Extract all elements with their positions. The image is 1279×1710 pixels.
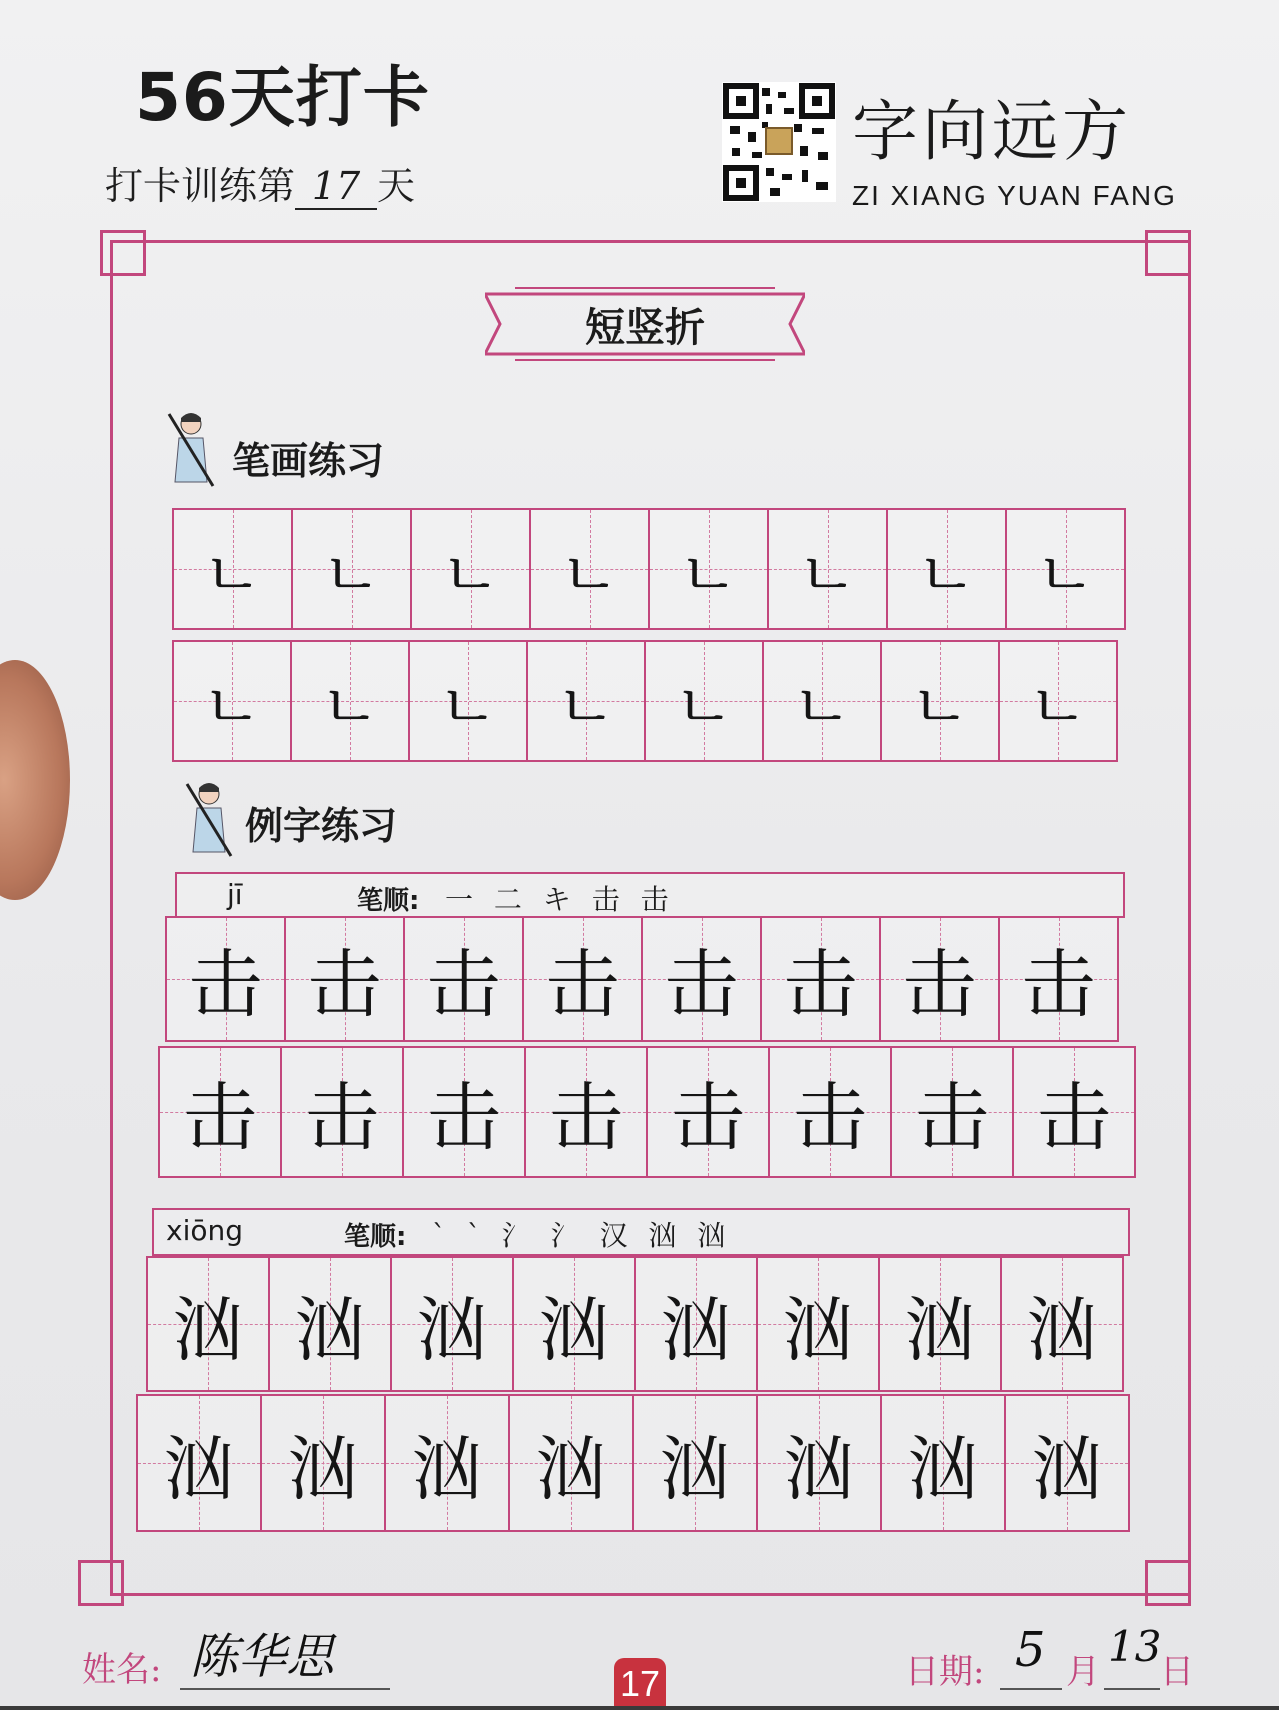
practice-cell: [648, 508, 769, 630]
practice-cell: [268, 1256, 392, 1392]
char-info-bar-ji: [175, 872, 1125, 918]
page-number-badge: 17: [614, 1658, 666, 1706]
practice-cell: [403, 916, 524, 1042]
practice-cell: [767, 508, 888, 630]
practice-cell: [522, 916, 643, 1042]
scholar-brush-icon: [183, 780, 233, 860]
stroke-practice-heading: 笔画练习: [232, 439, 385, 483]
handwritten-char-xiong: 汹: [536, 1427, 606, 1510]
day-underline: [1104, 1688, 1160, 1690]
handwritten-char-ji: 击: [307, 942, 382, 1028]
handwritten-char-ji: 击: [549, 1075, 623, 1161]
practice-cell: [998, 916, 1119, 1042]
practice-cell: [634, 1256, 758, 1392]
handwritten-char-xiong: 汹: [784, 1427, 854, 1510]
handwritten-char-ji: 击: [188, 942, 263, 1028]
practice-cell: [756, 1394, 882, 1532]
date-label: 日期:: [905, 1652, 985, 1692]
practice-cell: [886, 508, 1007, 630]
example-practice-heading: 例字练习: [245, 804, 398, 848]
handwritten-stroke: ㄴ: [674, 669, 734, 743]
handwritten-char-ji: 击: [426, 942, 501, 1028]
handwritten-char-xiong: 汹: [1032, 1427, 1102, 1510]
banner-title: 短竖折: [585, 305, 705, 351]
practice-cell: [390, 1256, 514, 1392]
handwritten-char-xiong: 汹: [1027, 1288, 1097, 1371]
handwritten-char-ji: 击: [902, 942, 977, 1028]
handwritten-char-xiong: 汹: [295, 1288, 365, 1371]
date-day: 13: [1108, 1622, 1162, 1671]
char-practice-row-xiong: [146, 1256, 1122, 1392]
practice-cell: [998, 640, 1118, 762]
char-practice-row-ji: [158, 1046, 1134, 1178]
handwritten-char-ji: 击: [664, 942, 739, 1028]
handwritten-char-ji: 击: [1037, 1075, 1111, 1161]
practice-cell: [879, 916, 1000, 1042]
handwritten-stroke: ㄴ: [1035, 537, 1096, 611]
checkin-day-line: [105, 155, 415, 210]
handwritten-char-xiong: 汹: [412, 1427, 482, 1510]
practice-cell: [524, 1046, 648, 1178]
handwritten-stroke: ㄴ: [321, 537, 382, 611]
page-title: 56天打卡: [135, 59, 430, 136]
frame-corner-ornament: [100, 230, 146, 276]
handwritten-char-xiong: 汹: [660, 1427, 730, 1510]
practice-cell: [158, 1046, 282, 1178]
date-month: 5: [1015, 1622, 1046, 1678]
handwritten-char-ji: 击: [793, 1075, 867, 1161]
practice-cell: [632, 1394, 758, 1532]
practice-cell: [172, 508, 293, 630]
handwritten-char-xiong: 汹: [417, 1288, 487, 1371]
handwritten-char-xiong: 汹: [908, 1427, 978, 1510]
handwritten-char-xiong: 汹: [661, 1288, 731, 1371]
practice-cell: [1000, 1256, 1124, 1392]
day-unit: 日: [1160, 1652, 1194, 1692]
char-practice-row-ji: [165, 916, 1117, 1042]
practice-cell: [136, 1394, 262, 1532]
scholar-brush-icon: [165, 410, 215, 490]
handwritten-char-xiong: 汹: [783, 1288, 853, 1371]
handwritten-char-ji: 击: [305, 1075, 379, 1161]
frame-corner-ornament: [78, 1560, 124, 1606]
practice-cell: [146, 1256, 270, 1392]
handwritten-stroke: ㄴ: [1028, 669, 1088, 743]
practice-cell: [880, 1394, 1006, 1532]
stroke-practice-row: [172, 508, 1124, 630]
practice-cell: [172, 640, 292, 762]
stroke-practice-row: [172, 640, 1116, 762]
char-practice-row-xiong: [136, 1394, 1128, 1532]
practice-cell: [760, 916, 881, 1042]
handwritten-stroke: ㄴ: [792, 669, 852, 743]
practice-cell: [260, 1394, 386, 1532]
practice-cell: [526, 640, 646, 762]
handwritten-stroke: ㄴ: [559, 537, 620, 611]
practice-cell: [384, 1394, 510, 1532]
practice-cell: [878, 1256, 1002, 1392]
day-number: 17: [295, 164, 377, 210]
practice-cell: [756, 1256, 880, 1392]
handwritten-stroke: ㄴ: [440, 537, 501, 611]
handwritten-char-ji: 击: [671, 1075, 745, 1161]
practice-cell: [880, 640, 1000, 762]
handwritten-stroke: ㄴ: [202, 669, 262, 743]
practice-cell: [1004, 1394, 1130, 1532]
holding-thumb: [0, 660, 70, 900]
practice-cell: [768, 1046, 892, 1178]
handwritten-stroke: ㄴ: [797, 537, 858, 611]
practice-cell: [508, 1394, 634, 1532]
handwritten-char-ji: 击: [915, 1075, 989, 1161]
practice-cell: [291, 508, 412, 630]
practice-cell: [1012, 1046, 1136, 1178]
handwritten-char-ji: 击: [545, 942, 620, 1028]
handwritten-name: 陈华思: [190, 1629, 335, 1685]
handwritten-stroke: ㄴ: [438, 669, 498, 743]
month-unit: 月: [1066, 1652, 1100, 1692]
practice-cell: [165, 916, 286, 1042]
handwritten-stroke: ㄴ: [910, 669, 970, 743]
practice-cell: [512, 1256, 636, 1392]
handwritten-stroke: ㄴ: [320, 669, 380, 743]
handwritten-char-xiong: 汹: [288, 1427, 358, 1510]
month-underline: [1000, 1688, 1062, 1690]
stroke-order-label: 笔顺:: [357, 886, 420, 916]
practice-cell: [402, 1046, 526, 1178]
frame-corner-ornament: [1145, 1560, 1191, 1606]
practice-cell: [644, 640, 764, 762]
practice-cell: [529, 508, 650, 630]
pinyin-xiong: xiōng: [166, 1214, 243, 1247]
handwritten-stroke: ㄴ: [678, 537, 739, 611]
handwritten-char-xiong: 汹: [905, 1288, 975, 1371]
brand-logo: 字向远方: [852, 93, 1132, 170]
handwritten-char-xiong: 汹: [173, 1288, 243, 1371]
stroke-order-xiong: ` ` 氵 氵 汉 汹 汹: [432, 1219, 732, 1252]
practice-cell: [290, 640, 410, 762]
handwritten-char-ji: 击: [783, 942, 858, 1028]
handwritten-char-xiong: 汹: [164, 1427, 234, 1510]
name-label: 姓名:: [82, 1650, 162, 1690]
stroke-order-ji: 一 二 キ 击 击: [445, 883, 675, 916]
day-suffix: 天: [377, 164, 416, 208]
practice-cell: [284, 916, 405, 1042]
handwritten-char-ji: 击: [183, 1075, 257, 1161]
char-info-bar-xiong: [152, 1208, 1130, 1256]
practice-cell: [1005, 508, 1126, 630]
practice-cell: [646, 1046, 770, 1178]
pinyin-ji: jī: [227, 878, 243, 911]
handwritten-stroke: ㄴ: [556, 669, 616, 743]
handwritten-char-xiong: 汹: [539, 1288, 609, 1371]
handwritten-char-ji: 击: [1021, 942, 1096, 1028]
practice-cell: [280, 1046, 404, 1178]
frame-corner-ornament: [1145, 230, 1191, 276]
brand-english: ZI XIANG YUAN FANG: [852, 180, 1177, 211]
handwritten-stroke: ㄴ: [202, 537, 263, 611]
name-underline: [180, 1688, 390, 1690]
practice-cell: [762, 640, 882, 762]
handwritten-char-ji: 击: [427, 1075, 501, 1161]
practice-cell: [890, 1046, 1014, 1178]
practice-cell: [641, 916, 762, 1042]
qr-code-icon: [722, 82, 836, 202]
day-prefix: 打卡训练第: [105, 164, 296, 208]
handwritten-stroke: ㄴ: [916, 537, 977, 611]
stroke-order-label: 笔顺:: [344, 1222, 407, 1252]
practice-cell: [410, 508, 531, 630]
practice-cell: [408, 640, 528, 762]
